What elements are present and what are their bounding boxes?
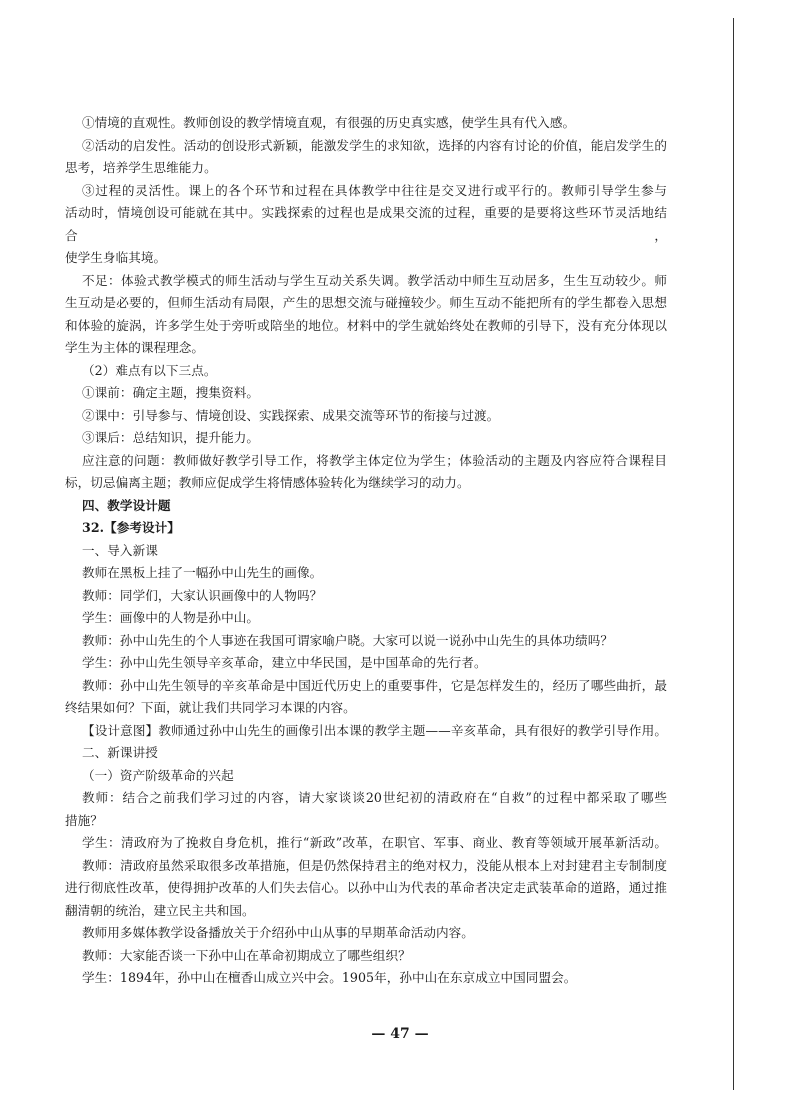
text-line: 教师用多媒体教学设备播放关于介绍孙中山从事的早期革命活动内容。 (82, 925, 474, 940)
text-line: （一）资产阶级革命的兴起 (82, 767, 234, 783)
text-line: 学生为主体的课程理念。 (65, 340, 205, 355)
text-line: ②课中：引导参与、情境创设、实践探索、成果交流等环节的衔接与过渡。 (82, 407, 500, 423)
text-line: 标，切忌偏离主题；教师应促成学生将情感体验转化为继续学习的动力。 (65, 475, 470, 490)
text-line: ③课后：总结知识，提升能力。 (82, 430, 260, 445)
text-line: 学生：清政府为了挽救自身危机，推行“新政”改革，在职官、军事、商业、教育等领域开展革新活动。 (82, 835, 667, 850)
text-line: 教师：孙中山先生的个人事迹在我国可谓家喻户晓。大家可以说一说孙中山先生的具体功绩吗？ (82, 632, 614, 648)
text-line: 进行彻底性改革，使得拥护改革的人们失去信心。以孙中山为代表的革命者决定走武装革命的道路，通过推 (65, 880, 667, 895)
text-line: 思考，培养学生思维能力。 (65, 160, 217, 175)
text-line: 生互动是必要的，但师生活动有局限，产生的思想交流与碰撞较少。师生互动不能把所有的学生都卷入思想 (65, 295, 667, 310)
text-line: 学生：画像中的人物是孙中山。 (82, 610, 260, 625)
section-heading: 四、教学设计题 (82, 497, 171, 513)
text-line: （2）难点有以下三点。 (82, 362, 217, 378)
question-heading: 32.【参考设计】 (82, 520, 180, 535)
text-line: ①情境的直观性。教师创设的教学情境直观，有很强的历史真实感，使学生具有代入感。 (82, 115, 576, 130)
text-line: 和体验的旋涡，许多学生处于旁听或陪坐的地位。材料中的学生就始终处在教师的引导下，没有充分体现以 (65, 317, 667, 333)
text-line: 一、导入新课 (82, 542, 158, 558)
text-line: 活动时，情境创设可能就在其中。实践探索的过程也是成果交流的过程，重要的是要将这些环节灵活地结合， (65, 205, 667, 243)
text-line: 教师：大家能否谈一下孙中山在革命初期成立了哪些组织？ (82, 947, 411, 963)
text-line: 翻清朝的统治，建立民主共和国。 (65, 902, 255, 918)
binding-line (733, 18, 734, 1090)
page-body (65, 112, 667, 990)
text-line: 二、新课讲授 (82, 745, 158, 760)
text-line: 教师：同学们，大家认识画像中的人物吗？ (82, 587, 323, 603)
text-line: 【设计意图】教师通过孙中山先生的画像引出本课的教学主题——辛亥革命，具有很好的教学引导作用。 (82, 722, 667, 738)
text-line: 应注意的问题：教师做好教学引导工作，将教学主体定位为学生；体验活动的主题及内容应符合课程目 (82, 452, 667, 468)
text-line: 教师：结合之前我们学习过的内容，请大家谈谈20世纪初的清政府在“自救”的过程中都采取了哪些 (82, 790, 667, 805)
text-line: 教师：清政府虽然采取很多改革措施，但是仍然保持君主的绝对权力，没能从根本上对封建君主专制制度 (82, 857, 667, 873)
text-line: 教师在黑板上挂了一幅孙中山先生的画像。 (82, 565, 323, 580)
page-number: — 47 — (371, 1026, 429, 1042)
text-line: 使学生身临其境。 (65, 250, 167, 265)
text-line: ①课前：确定主题，搜集资料。 (82, 385, 260, 400)
text-line: 教师：孙中山先生领导的辛亥革命是中国近代历史上的重要事件，它是怎样发生的，经历了哪些曲折，最 (82, 677, 667, 693)
text-line: ③过程的灵活性。课上的各个环节和过程在具体教学中往往是交叉进行或平行的。教师引导学生参与 (82, 182, 667, 198)
text-line: ②活动的启发性。活动的创设形式新颖，能激发学生的求知欲，选择的内容有讨论的价值，能启发学生的 (82, 137, 667, 153)
text-line: 不足：体验式教学模式的师生活动与学生互动关系失调。教学活动中师生互动居多，生生互动较少。师 (82, 272, 667, 288)
text-line: 措施？ (65, 812, 103, 828)
text-line: 学生：孙中山先生领导辛亥革命，建立中华民国，是中国革命的先行者。 (82, 655, 487, 670)
text-line: 学生：1894年，孙中山在檀香山成立兴中会。1905年，孙中山在东京成立中国同盟会。 (82, 970, 577, 985)
text-line: 终结果如何？下面，就让我们共同学习本课的内容。 (65, 700, 356, 715)
